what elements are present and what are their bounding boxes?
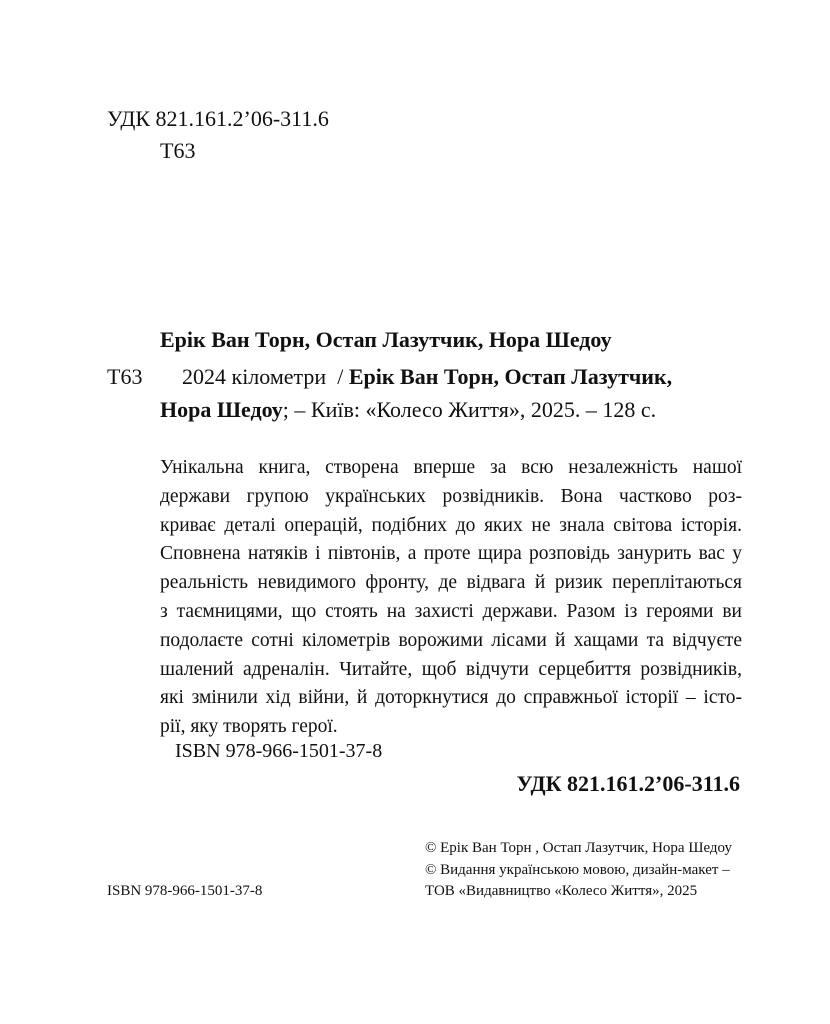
imprint: ; – Київ: «Колесо Життя», 2025. – 128 с. [282,397,657,422]
udk-header: УДК 821.161.2’06-311.6 [107,106,329,131]
annotation-line: Сповнена натяків і півтонів, а проте щира розповідь занурить вас у [160,543,742,565]
author-code: Т63 [160,138,196,163]
annotation-line: реальність невидимого фронту, де відвага й ризик переплітаються [160,572,742,594]
bib-title-line [182,364,672,390]
slash: / [337,364,344,389]
bib-code: Т63 [107,364,143,389]
isbn-main: ISBN 978-966-1501-37-8 [175,740,383,762]
annotation-line: Унікальна книга, створена вперше за всю незалежність нашої [160,457,742,478]
copyright-block [425,838,732,903]
annotation-line: криває деталі операцій, подібних до яких не знала світова історія. [160,514,742,536]
authors-heading: Ерік Ван Торн, Остап Лазутчик, Нора Шедоу [160,327,612,352]
authors-line2: Нора Шедоу [160,397,283,422]
annotation-line: з таємницями, що стоять на захисті держави. Разом із героями ви [160,600,742,622]
isbn-footer: ISBN 978-966-1501-37-8 [107,883,263,899]
copyright-line: © Видання українською мовою, дизайн-макет – [425,861,730,878]
copyright-line: © Ерік Ван Торн , Остап Лазутчик, Нора Шедоу [425,840,732,856]
authors-line1: Ерік Ван Торн, Остап Лазутчик, [348,364,673,389]
udk-bold: УДК 821.161.2’06-311.6 [516,771,740,796]
annotation-line: подолаєте сотні кілометрів ворожими лісами й хащами та відчуєте [160,629,742,651]
bib-imprint-line [160,397,656,423]
book-title: 2024 кілометри [182,364,327,389]
annotation-line: які змінили хід війни, й доторкнутися до справжньої історії – істо- [160,687,742,709]
annotation-line: держави групою українських розвідників. Вона частково роз- [160,485,742,507]
annotation [160,454,742,742]
copyright-line: ТОВ «Видавництво «Колесо Життя», 2025 [425,883,698,899]
annotation-line: рії, яку творять герої. [160,716,338,738]
annotation-line: шалений адреналін. Читайте, щоб відчути серцебиття розвідників, [160,658,742,680]
